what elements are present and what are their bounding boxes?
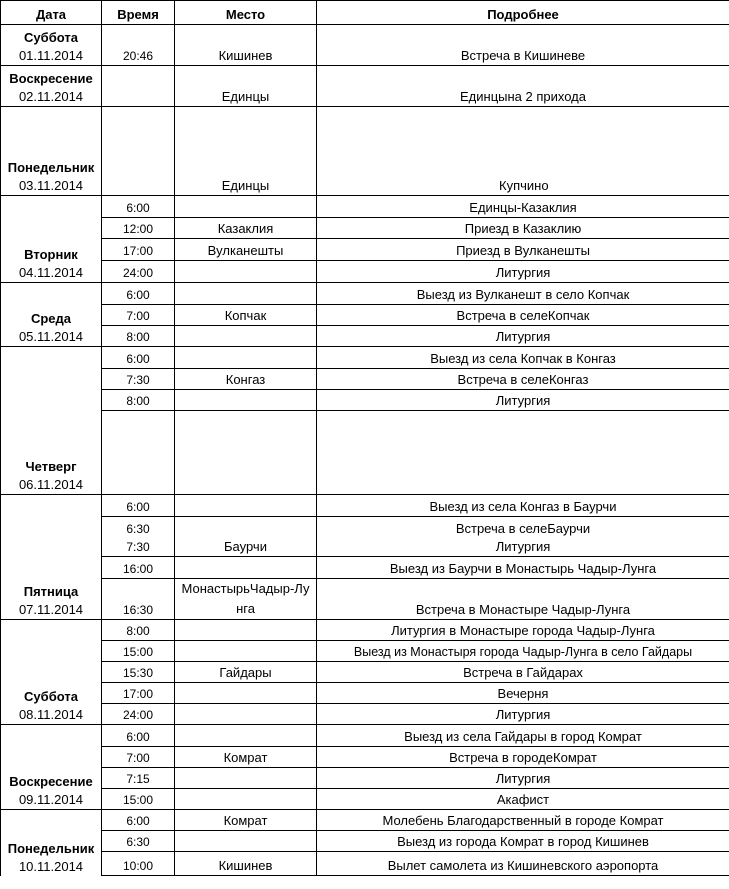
details-cell: Встреча в городеКомрат: [317, 747, 729, 768]
day-name: Суббота: [24, 689, 78, 704]
header-place: Место: [175, 1, 317, 25]
details-cell: Литургия: [317, 768, 729, 789]
time-cell: 6:00: [102, 725, 175, 747]
day-cell: [1, 283, 102, 347]
place-cell: Кишинев: [175, 852, 317, 876]
place-cell: [175, 579, 317, 620]
time-cell: 15:00: [102, 789, 175, 810]
place-cell: [175, 620, 317, 641]
header-details: Подробнее: [317, 1, 729, 25]
time-cell: 6:00: [102, 283, 175, 305]
details-cell: Выезд из села Копчак в Конгаз: [317, 347, 729, 369]
table-row: [1, 704, 729, 725]
table-row: [1, 196, 729, 218]
place-cell: [175, 390, 317, 411]
time-cell: 6:00: [102, 196, 175, 218]
details-cell: Встреча в селеКонгаз: [317, 369, 729, 390]
time-cell: 8:00: [102, 390, 175, 411]
day-cell: [1, 196, 102, 283]
day-cell: [1, 25, 102, 66]
table-row: [1, 369, 729, 390]
day-date: 02.11.2014: [18, 89, 84, 104]
details-cell: Встреча в Кишиневе: [317, 25, 729, 66]
day-cell: [1, 495, 102, 620]
place-cell: Единцы: [175, 66, 317, 107]
place-cell: Вулканешты: [175, 239, 317, 261]
table-row: [1, 831, 729, 852]
day-name: Понедельник: [7, 160, 95, 175]
details-cell: Литургия: [317, 326, 729, 347]
place-cell: Копчак: [175, 305, 317, 326]
place-cell: [175, 495, 317, 517]
time-text: 6:30: [126, 522, 150, 536]
details-cell: Встреча в Монастыре Чадыр-Лунга: [317, 579, 729, 620]
time-cell: 7:00: [102, 747, 175, 768]
place-cell: [175, 704, 317, 725]
time-cell: [102, 517, 175, 557]
details-cell: Выезд из села Конгаз в Баурчи: [317, 495, 729, 517]
table-row: [1, 25, 729, 66]
table-row: [1, 517, 729, 557]
day-name: Четверг: [25, 459, 77, 474]
table-row: [1, 66, 729, 107]
table-row: [1, 557, 729, 579]
day-name: Суббота: [24, 30, 78, 45]
place-text: МонастырьЧадыр-Лунга: [181, 581, 310, 616]
table-row: [1, 326, 729, 347]
details-cell: Единцы-Казаклия: [317, 196, 729, 218]
table-row: [1, 810, 729, 831]
time-cell: 24:00: [102, 261, 175, 283]
details-cell: Вечерня: [317, 683, 729, 704]
day-date: 07.11.2014: [18, 602, 84, 617]
day-name: Понедельник: [7, 840, 95, 856]
table-row: [1, 747, 729, 768]
place-cell: Казаклия: [175, 218, 317, 239]
details-cell: Единцына 2 прихода: [317, 66, 729, 107]
header-time: Время: [102, 1, 175, 25]
time-cell: 7:00: [102, 305, 175, 326]
details-cell: Приезд в Казаклию: [317, 218, 729, 239]
time-cell: [102, 107, 175, 196]
place-cell: [175, 683, 317, 704]
table-row: [1, 725, 729, 747]
time-cell: 24:00: [102, 704, 175, 725]
place-cell: Баурчи: [175, 517, 317, 557]
day-name: Пятница: [23, 584, 79, 599]
details-cell: Литургия: [317, 261, 729, 283]
details-cell: [317, 517, 729, 557]
time-cell: 10:00: [102, 852, 175, 876]
day-date: 04.11.2014: [18, 265, 84, 280]
day-cell: [1, 810, 102, 876]
time-cell: 17:00: [102, 239, 175, 261]
details-cell: Выезд из Вулканешт в село Копчак: [317, 283, 729, 305]
table-row: [1, 662, 729, 683]
place-cell: Кишинев: [175, 25, 317, 66]
day-date: 06.11.2014: [18, 477, 84, 492]
time-cell: 15:00: [102, 641, 175, 662]
details-cell: Литургия в Монастыре города Чадыр-Лунга: [317, 620, 729, 641]
place-cell: [175, 641, 317, 662]
details-cell: Выезд из Баурчи в Монастырь Чадыр-Лунга: [317, 557, 729, 579]
day-cell: [1, 107, 102, 196]
time-cell: 8:00: [102, 326, 175, 347]
place-cell: [175, 261, 317, 283]
day-cell: [1, 725, 102, 810]
header-row: [1, 1, 729, 25]
details-cell: Вылет самолета из Кишиневского аэропорта: [317, 852, 729, 876]
time-cell: [102, 411, 175, 495]
table-row: [1, 789, 729, 810]
time-cell: 6:00: [102, 810, 175, 831]
day-name: Воскресение: [9, 71, 93, 86]
table-row: [1, 283, 729, 305]
day-date: 05.11.2014: [18, 329, 84, 344]
place-cell: [175, 831, 317, 852]
time-cell: 15:30: [102, 662, 175, 683]
place-cell: [175, 411, 317, 495]
place-cell: [175, 768, 317, 789]
day-date: 03.11.2014: [18, 178, 84, 193]
place-cell: [175, 789, 317, 810]
table-row: [1, 852, 729, 876]
details-cell: Акафист: [317, 789, 729, 810]
day-name: Вторник: [24, 247, 78, 262]
day-name: Воскресение: [9, 774, 93, 789]
table-row: [1, 641, 729, 662]
day-date: 08.11.2014: [18, 707, 84, 722]
details-cell: Приезд в Вулканешты: [317, 239, 729, 261]
place-cell: [175, 347, 317, 369]
place-cell: [175, 725, 317, 747]
time-cell: 16:30: [102, 579, 175, 620]
details-cell: Встреча в селеКопчак: [317, 305, 729, 326]
place-cell: Комрат: [175, 747, 317, 768]
time-cell: 8:00: [102, 620, 175, 641]
table-row: [1, 495, 729, 517]
table-row: [1, 347, 729, 369]
time-cell: [102, 66, 175, 107]
time-cell: 7:30: [102, 369, 175, 390]
table-row: [1, 620, 729, 641]
day-date: 01.11.2014: [18, 48, 84, 63]
details-cell: [317, 107, 729, 196]
table-row: [1, 579, 729, 620]
table-row: [1, 107, 729, 196]
place-cell: [175, 326, 317, 347]
day-cell: [1, 620, 102, 725]
table-row: [1, 390, 729, 411]
day-date: 09.11.2014: [18, 792, 84, 807]
details-cell: Литургия: [317, 704, 729, 725]
time-cell: 6:30: [102, 831, 175, 852]
day-date: 10.11.2014: [18, 858, 84, 874]
place-cell: Комрат: [175, 810, 317, 831]
details-cell: [317, 411, 729, 495]
day-cell: [1, 347, 102, 495]
place-cell: [175, 196, 317, 218]
details-cell: Выезд из села Гайдары в город Комрат: [317, 725, 729, 747]
details-cell: Выезд из Монастыря города Чадыр-Лунга в село Гайдары: [317, 641, 729, 662]
details-cell: Литургия: [317, 390, 729, 411]
table-row: [1, 411, 729, 495]
time-cell: 20:46: [102, 25, 175, 66]
details-text: Купчино: [499, 178, 549, 193]
details-text-2: Литургия: [495, 539, 551, 554]
place-cell: [175, 557, 317, 579]
place-cell: [175, 283, 317, 305]
time-cell: 6:00: [102, 495, 175, 517]
table-row: [1, 239, 729, 261]
time-cell: 12:00: [102, 218, 175, 239]
place-cell: Конгаз: [175, 369, 317, 390]
day-name: Среда: [30, 311, 72, 326]
table-row: [1, 305, 729, 326]
details-text: Встреча в селеБаурчи: [455, 521, 591, 536]
details-cell: Встреча в Гайдарах: [317, 662, 729, 683]
table-row: [1, 683, 729, 704]
time-cell: 16:00: [102, 557, 175, 579]
details-cell: Выезд из города Комрат в город Кишинев: [317, 831, 729, 852]
place-cell: Единцы: [175, 107, 317, 196]
time-cell: 6:00: [102, 347, 175, 369]
table-row: [1, 768, 729, 789]
place-cell: Гайдары: [175, 662, 317, 683]
header-date: Дата: [1, 1, 102, 25]
table-row: [1, 261, 729, 283]
time-text-2: 7:30: [126, 540, 150, 554]
time-cell: 7:15: [102, 768, 175, 789]
time-cell: 17:00: [102, 683, 175, 704]
table-row: [1, 218, 729, 239]
details-cell: Молебень Благодарственный в городе Комрат: [317, 810, 729, 831]
day-cell: [1, 66, 102, 107]
